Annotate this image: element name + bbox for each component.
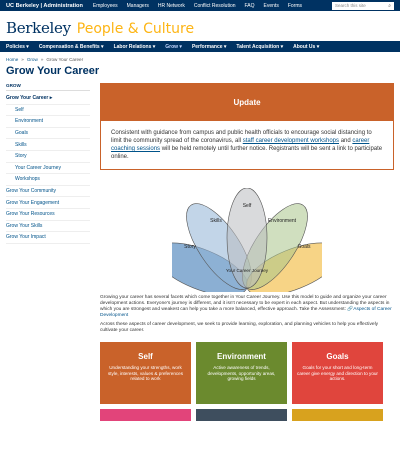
card-title: Self [138, 352, 153, 361]
search-input[interactable] [332, 2, 394, 10]
nav-performance[interactable]: Performance ▾ [191, 43, 227, 50]
nav-talent-acquisition[interactable]: Talent Acquisition ▾ [236, 43, 284, 50]
search-icon[interactable]: ⌕ [388, 2, 391, 9]
sidebar-item-workshops[interactable]: Workshops [6, 174, 90, 186]
update-text-3: will be held remotely until further notice. Registrants will be sent a link to participate online. [111, 146, 383, 160]
assessment-link[interactable]: 🔗Aspects of Career Development [100, 307, 392, 318]
label-story: Story [184, 244, 196, 250]
sidebar-heading: GROW [6, 83, 90, 91]
sidebar-item-grow-your-impact[interactable]: Grow Your Impact [6, 232, 90, 244]
site-header [0, 11, 400, 41]
update-text-2: and [340, 138, 351, 144]
intro-text: Growing your career has several facets which come together in Your Career Journey. Use this model to guide and organize your career development actions. Everyone's journey is different, and it isn't necessary to be expert in each aspect. But understanding the aspects in which you are strongest and weakest can help you take a more balanced, effective approach. Take the Assessment: [100, 295, 390, 312]
utility-bar [0, 0, 400, 11]
breadcrumb-home[interactable]: Home [6, 57, 19, 62]
card-self[interactable] [100, 342, 191, 404]
update-notice [100, 121, 394, 170]
update-title: Update [233, 97, 261, 107]
label-center: Your Career Journey [225, 268, 269, 273]
nav-grow[interactable]: Grow ▾ [165, 43, 182, 50]
label-environment: Environment [267, 218, 297, 224]
card-description: Understanding your strengths, work style, interests, values & preferences related to work [107, 365, 184, 382]
utility-link-forms[interactable]: Forms [287, 2, 302, 9]
aspect-cards [100, 342, 394, 404]
sidebar-item-story[interactable]: Story [6, 151, 90, 163]
utility-link-hr-network[interactable]: HR Network [157, 2, 185, 9]
main-nav [0, 41, 400, 52]
sidebar [6, 83, 90, 421]
breadcrumb-separator: » [40, 57, 44, 62]
sidebar-item-grow-your-career[interactable]: Grow Your Career ▸ [6, 93, 90, 105]
breadcrumb-current: Grow Your Career [46, 57, 84, 62]
nav-compensation-benefits[interactable]: Compensation & Benefits ▾ [38, 43, 104, 50]
label-skills: Skills [210, 218, 222, 224]
breadcrumb-separator: » [21, 57, 24, 62]
nav-policies[interactable]: Policies ▾ [6, 43, 29, 50]
card-journey[interactable] [292, 409, 383, 421]
card-goals[interactable] [292, 342, 383, 404]
aspect-cards-row-2 [100, 409, 394, 421]
intro-paragraph [100, 295, 394, 319]
card-skills[interactable] [100, 409, 191, 421]
coaching-sessions-link[interactable]: career coaching sessions [111, 138, 370, 152]
career-journey-diagram [100, 170, 394, 292]
sidebar-item-your-career-journey[interactable]: Your Career Journey [6, 163, 90, 175]
utility-link-employees[interactable]: Employees [92, 2, 118, 9]
label-self: Self [242, 203, 252, 209]
sidebar-item-grow-your-resources[interactable]: Grow Your Resources [6, 209, 90, 221]
nav-about-us[interactable]: About Us ▾ [293, 43, 320, 50]
workshops-link[interactable]: staff career development workshops [242, 138, 340, 144]
breadcrumb-grow[interactable]: Grow [26, 57, 38, 62]
utility-link-events[interactable]: Events [263, 2, 279, 9]
main-content [90, 83, 394, 421]
utility-link-faq[interactable]: FAQ [244, 2, 255, 9]
sidebar-item-skills[interactable]: Skills [6, 139, 90, 151]
page-title: Grow Your Career [6, 65, 100, 77]
utility-link-conflict-resolution[interactable]: Conflict Resolution [193, 2, 236, 9]
sidebar-item-goals[interactable]: Goals [6, 128, 90, 140]
sidebar-item-environment[interactable]: Environment [6, 116, 90, 128]
utility-links [93, 3, 302, 9]
sidebar-item-grow-your-engagement[interactable]: Grow Your Engagement [6, 197, 90, 209]
nav-labor-relations[interactable]: Labor Relations ▾ [113, 43, 156, 50]
intro-paragraph-2: Across these aspects of career development, we seek to provide learning, exploration, and planning vehicles to help you effectively cultivate your career. [100, 322, 379, 333]
card-description: Goals for your short and long-term career give energy and direction to your actions. [297, 365, 378, 382]
label-goals: Goals [297, 244, 311, 250]
admin-brand-link[interactable]: UC Berkeley | Administration [6, 2, 83, 9]
sidebar-item-self[interactable]: Self [6, 105, 90, 117]
card-environment[interactable] [196, 342, 287, 404]
update-text-1: Consistent with guidance from campus and public health officials to encourage social distancing to limit the community spread of the coronavirus, all [111, 130, 372, 144]
update-banner [100, 83, 394, 121]
utility-link-managers[interactable]: Managers [126, 2, 149, 9]
card-story[interactable] [196, 409, 287, 421]
berkeley-logo[interactable]: Berkeley [6, 19, 71, 37]
search-placeholder: Search this site [335, 3, 366, 8]
sidebar-item-grow-your-community[interactable]: Grow Your Community [6, 186, 90, 198]
venn-svg [172, 188, 322, 292]
card-title: Environment [217, 352, 266, 361]
sidebar-item-grow-your-skills[interactable]: Grow Your Skills [6, 221, 90, 233]
card-description: Active awareness of trends, developments, opportunity areas, growing fields [207, 365, 276, 382]
card-title: Goals [326, 352, 349, 361]
breadcrumb [0, 52, 400, 62]
site-title[interactable]: People & Culture [76, 21, 195, 37]
